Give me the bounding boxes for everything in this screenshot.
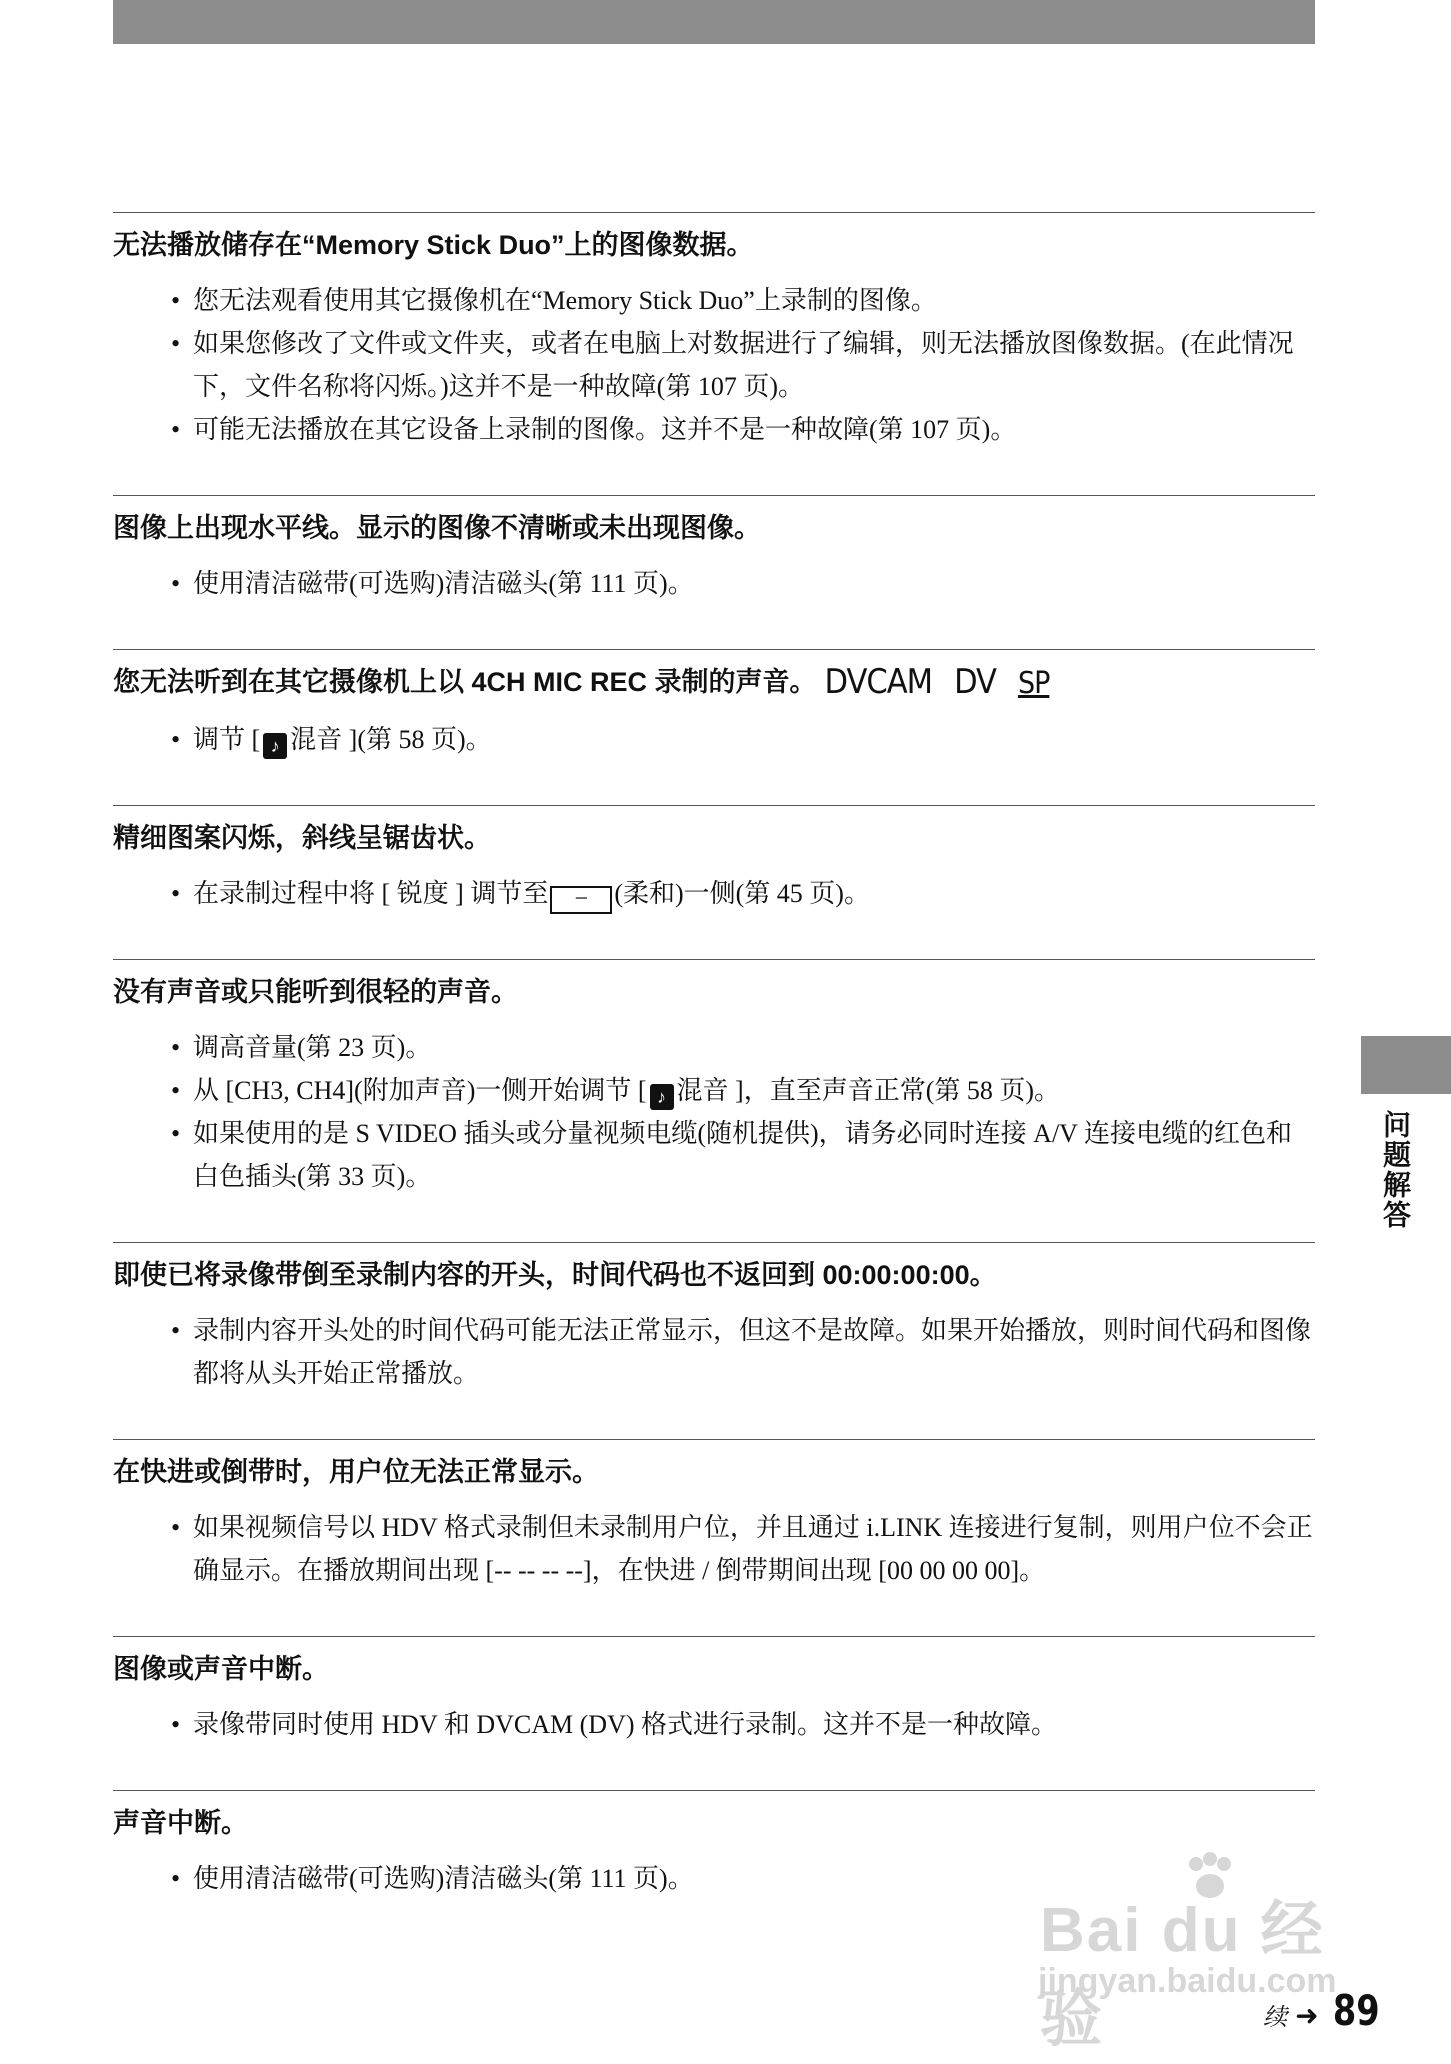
section-heading: 在快进或倒带时，用户位无法正常显示。	[113, 1457, 599, 1487]
section-heading: 您无法听到在其它摄像机上以 4CH MIC REC 录制的声音。	[113, 667, 817, 697]
sp-mark: SP	[1017, 666, 1050, 701]
page-footer	[1263, 1986, 1385, 2035]
section-sharpness	[113, 805, 1315, 915]
section-heading-row	[113, 662, 1315, 704]
section-heading: 没有声音或只能听到很轻的声音。	[113, 977, 518, 1007]
list-item	[171, 1069, 1315, 1112]
list-item: • 可能无法播放在其它设备上录制的图像。这并不是一种故障(第 107 页)。	[171, 408, 1315, 451]
dvcam-mark: DVCAM	[824, 662, 933, 702]
section-heading: 图像或声音中断。	[113, 1654, 329, 1684]
troubleshooting-content	[113, 212, 1315, 1944]
section-user-bits	[113, 1439, 1315, 1592]
section-interruption	[113, 1636, 1315, 1746]
section-horizontal-lines	[113, 495, 1315, 605]
list-item: • 录像带同时使用 HDV 和 DVCAM (DV) 格式进行录制。这并不是一种故障。	[171, 1703, 1315, 1746]
side-section-label: 问题解答	[1380, 1110, 1411, 1230]
dv-mark: DV	[954, 662, 996, 702]
section-heading: 无法播放储存在“Memory Stick Duo”上的图像数据。	[113, 230, 754, 260]
section-heading: 声音中断。	[113, 1808, 248, 1838]
watermark-url: jingyan.baidu.com	[1038, 1962, 1337, 2000]
bullet-list	[113, 1703, 1315, 1746]
text-segment: (柔和)一侧(第 45 页)。	[614, 879, 870, 908]
list-item: • 如果视频信号以 HDV 格式录制但未录制用户位，并且通过 i.LINK 连接进行复制，则用户位不会正确显示。在播放期间出现 [-- -- -- --]，在快进 / 倒带期间出现 [00 00 00 00]。	[171, 1506, 1315, 1592]
bullet-list	[113, 1026, 1315, 1198]
text-segment: 从 [CH3, CH4](附加声音)一侧开始调节 [	[193, 1076, 647, 1105]
section-time-code	[113, 1242, 1315, 1395]
watermark-logo-text: Bai du 经验	[1040, 1896, 1325, 2054]
text-segment: 调节 [	[193, 725, 261, 754]
bullet-list	[113, 872, 1315, 915]
bullet-list	[113, 1309, 1315, 1395]
section-heading: 图像上出现水平线。显示的图像不清晰或未出现图像。	[113, 513, 761, 543]
section-heading: 精细图案闪烁，斜线呈锯齿状。	[113, 823, 491, 853]
text-segment: 混音 ](第 58 页)。	[290, 725, 492, 754]
top-header-bar	[113, 0, 1315, 44]
side-tab-marker	[1361, 1036, 1451, 1094]
list-item	[171, 718, 1315, 761]
audio-mix-icon: ♪	[650, 1084, 674, 1110]
list-item: • 您无法观看使用其它摄像机在“Memory Stick Duo”上录制的图像。	[171, 279, 1315, 322]
continued-label: 续	[1263, 2005, 1288, 2031]
list-item	[171, 872, 1315, 915]
section-no-sound	[113, 959, 1315, 1198]
audio-mix-icon: ♪	[263, 733, 287, 759]
soft-setting-icon: −	[550, 886, 612, 914]
page-number: 89	[1332, 1986, 1380, 2035]
section-heading: 即使已将录像带倒至录制内容的开头，时间代码也不返回到 00:00:00:00。	[113, 1260, 997, 1290]
bullet-list	[113, 718, 1315, 761]
bullet-list	[113, 562, 1315, 605]
bullet-list	[113, 1506, 1315, 1592]
format-marks	[825, 662, 1050, 704]
arrow-right-icon: ➜	[1295, 1999, 1319, 2032]
list-item: • 如果使用的是 S VIDEO 插头或分量视频电缆(随机提供)，请务必同时连接 A/V 连接电缆的红色和白色插头(第 33 页)。	[171, 1112, 1315, 1198]
list-item: • 调高音量(第 23 页)。	[171, 1026, 1315, 1069]
section-4ch-mic	[113, 649, 1315, 761]
section-memory-stick	[113, 212, 1315, 451]
list-item: • 录制内容开头处的时间代码可能无法正常显示，但这不是故障。如果开始播放，则时间代码和图像都将从头开始正常播放。	[171, 1309, 1315, 1395]
text-segment: 在录制过程中将 [ 锐度 ] 调节至	[193, 879, 549, 908]
bullet-list	[113, 279, 1315, 451]
text-segment: 混音 ]，直至声音正常(第 58 页)。	[676, 1076, 1061, 1105]
list-item: • 使用清洁磁带(可选购)清洁磁头(第 111 页)。	[171, 1857, 1315, 1900]
list-item: • 如果您修改了文件或文件夹，或者在电脑上对数据进行了编辑，则无法播放图像数据。(在此情况下，文件名称将闪烁。)这并不是一种故障(第 107 页)。	[171, 322, 1315, 408]
list-item: • 使用清洁磁带(可选购)清洁磁头(第 111 页)。	[171, 562, 1315, 605]
